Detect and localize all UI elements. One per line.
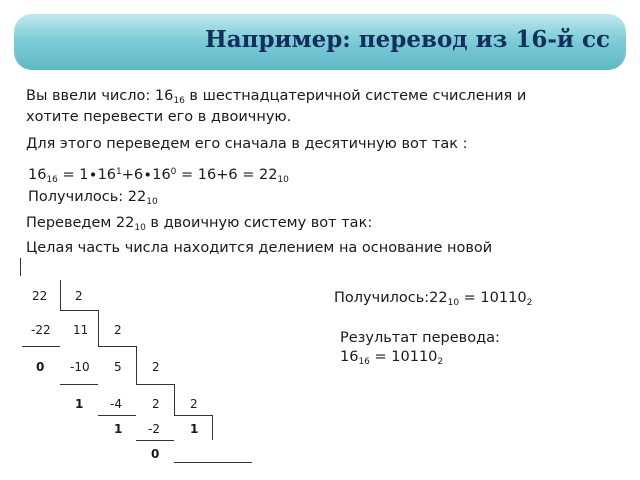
divisor-1: 2 xyxy=(75,289,83,303)
text-cursor xyxy=(20,258,21,276)
slide-title: Например: перевод из 16-й сс xyxy=(204,26,610,53)
intro-line-2: хотите перевести его в двоичную. xyxy=(26,109,292,125)
quotient-5: 5 xyxy=(114,360,122,374)
intro-line-1: Вы ввели число: $16_{16}$ в шестнадцатеричной системе счисления и xyxy=(26,88,527,106)
intro-line-3: Для этого переведем его сначала в десятичную вот так : xyxy=(26,136,468,152)
remainder-3: 1 xyxy=(114,422,123,436)
rule-line xyxy=(136,440,174,441)
divider-line xyxy=(212,415,213,440)
divider-line xyxy=(174,384,175,415)
rule-line xyxy=(60,384,98,385)
dividend-22: 22 xyxy=(32,289,48,303)
result-label: Результат перевода: xyxy=(340,330,500,346)
binary-intro: Переведем $22_{10}$ в двоичную систему вот так: xyxy=(26,215,373,233)
rule-line xyxy=(22,346,60,347)
rule-line xyxy=(174,462,252,463)
title-banner xyxy=(14,14,626,70)
divider-line xyxy=(60,280,61,310)
quotient-2: 2 xyxy=(152,397,160,411)
divider-line xyxy=(174,415,212,416)
final-quotient: 1 xyxy=(190,422,199,436)
divider-line xyxy=(98,346,136,347)
remainder-1: 0 xyxy=(36,360,45,374)
subtrahend-2: -2 xyxy=(148,422,160,436)
subtrahend-4: -4 xyxy=(110,397,122,411)
rule-line xyxy=(98,415,136,416)
subtrahend-10: -10 xyxy=(70,360,90,374)
remainder-4: 0 xyxy=(151,447,160,461)
divisor-2: 2 xyxy=(114,323,122,337)
divisor-4: 2 xyxy=(190,397,198,411)
decimal-result: Получилось: $22_{10}$ xyxy=(28,189,158,207)
binary-result: $Получилось:22_{10} = 10110_2$ xyxy=(334,290,533,308)
divider-line xyxy=(60,310,98,311)
quotient-11: 11 xyxy=(73,323,89,337)
remainder-2: 1 xyxy=(75,397,84,411)
integer-rule: Целая часть числа находится делением на основание новой xyxy=(26,240,493,256)
final-result: $16_{16} = 10110_2$ xyxy=(340,349,444,367)
hex-to-dec-formula: $16_{16} = 1\cdot 16^1+6\cdot 16^0 = 16+6 = 22_{10}$ xyxy=(28,167,289,185)
divisor-3: 2 xyxy=(152,360,160,374)
divider-line xyxy=(98,310,99,346)
divider-line xyxy=(136,346,137,384)
divider-line xyxy=(136,384,174,385)
subtrahend-22: -22 xyxy=(31,323,51,337)
